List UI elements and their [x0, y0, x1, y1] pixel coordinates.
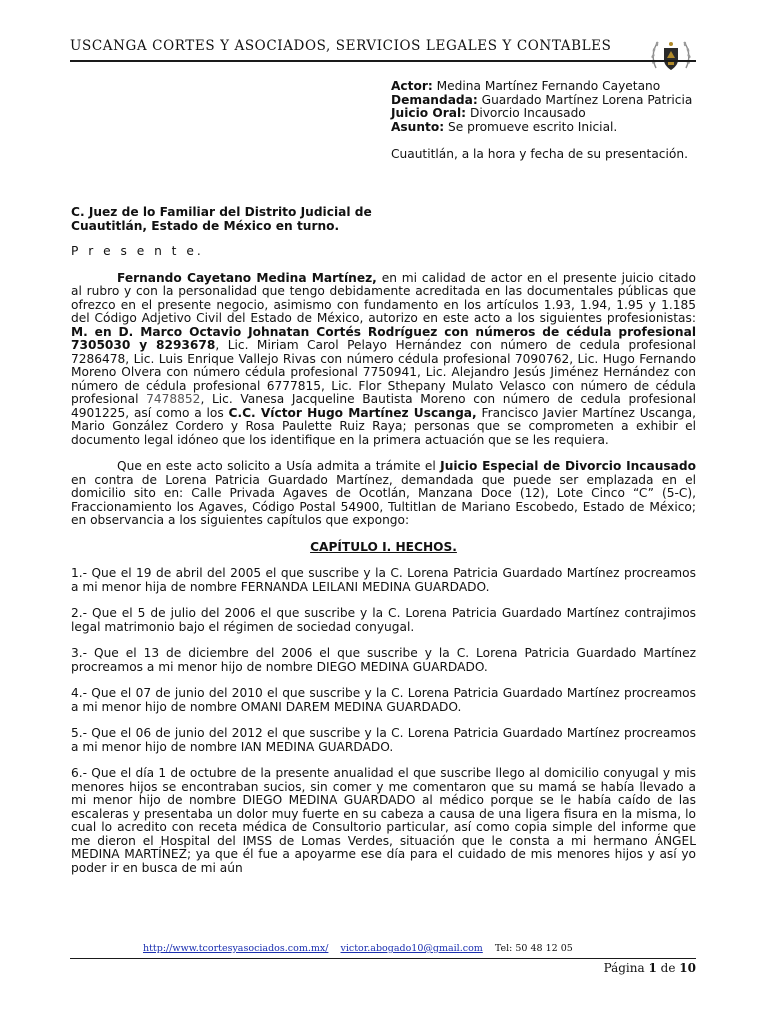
caption-asunto: [391, 121, 696, 135]
page-of: de: [660, 961, 676, 975]
caption-actor: [391, 80, 696, 94]
caption-juicio: [391, 107, 696, 121]
presente: P r e s e n t e.: [71, 244, 204, 258]
website-link[interactable]: http://www.tcortesyasociados.com.mx/: [143, 943, 329, 954]
juicio-value: Divorcio Incausado: [469, 106, 586, 120]
actor-value: Medina Martínez Fernando Cayetano: [436, 79, 661, 93]
p2-text-2: en contra de Lorena Patricia Guardado Martínez, demandada que puede ser emplazada en el domicilio sito en: Calle Privada Agaves de Ocotlán, Manzana Doce (12), Lote Cinco “C” (5-C), Fraccionamiento los Agaves, Código Postal 54900, Tultitlan de Mariano Escobedo, Estado de México; en observancia a los siguientes capítulos que expongo:: [71, 472, 696, 527]
juicio-label: Juicio Oral:: [391, 106, 467, 120]
page-total: 10: [679, 961, 696, 975]
p1-cedula-grey: 7478852: [146, 392, 201, 406]
fact-2: 2.- Que el 5 de julio del 2006 el que suscribe y la C. Lorena Patricia Guardado Martínez contrajimos legal matrimonio bajo el régimen de sociedad conyugal.: [71, 606, 696, 634]
asunto-label: Asunto:: [391, 119, 445, 134]
p1-text-3: , Lic. Vanesa Jacqueline Bautista Moreno con número de cedula profesional 4901225, así como a los: [71, 392, 696, 420]
page-current: 1: [648, 961, 657, 975]
asunto-value: Se promueve escrito Inicial.: [448, 119, 618, 134]
juicio-type: Juicio Especial de Divorcio Incausado: [440, 459, 697, 473]
header-divider: [70, 60, 696, 62]
authorized-cc: C.C. Víctor Hugo Martínez Uscanga,: [228, 405, 477, 420]
page-number: [604, 961, 696, 975]
p1-text-4: Francisco Javier Martínez Uscanga, Mario González Cordero y Rosa Paulette Ruiz Raya; personas que se comprometen a exhibir el documento legal idóneo que los identifique en la primera actuación que se les requiera.: [71, 405, 696, 447]
footer-contact: [143, 943, 623, 954]
fact-3: 3.- Que el 13 de diciembre del 2006 el que suscribe y la C. Lorena Patricia Guardado Martínez procreamos a mi menor hijo de nombre DIEGO MEDINA GUARDADO.: [71, 646, 696, 674]
fact-5: 5.- Que el 06 de junio del 2012 el que suscribe y la C. Lorena Patricia Guardado Martínez procreamos a mi menor hijo de nombre IAN MEDINA GUARDADO.: [71, 726, 696, 754]
lead-attorney: M. en D. Marco Octavio Johnatan Cortés Rodríguez con números de cédula profesional 7305030 y 8293678: [71, 324, 696, 352]
caption-demandada: [391, 94, 696, 108]
chapter-heading: CAPÍTULO I. HECHOS.: [310, 539, 457, 554]
demandada-label: Demandada:: [391, 92, 478, 107]
p1-text-2: , Lic. Miriam Carol Pelayo Hernández con número de cedula profesional 7286478, Lic. Luis Enrique Vallejo Rivas con número cédula profesional 7090762, Lic. Hugo Fernando Moreno Olvera con número cédula profesional 7750941, Lic. Alejandro Jesús Jiménez Hernández con número de cédula profesional 6777815, Lic. Flor Sthepany Mulato Velasco con número de cédula profesional: [71, 338, 697, 406]
case-caption: [391, 80, 696, 162]
p1-text-1: en mi calidad de actor en el presente juicio citado al rubro y con la personalidad que tengo debidamente acreditada en las documentales públicas que ofrezco en el presente negocio, asimismo con fundamento en los artículos 1.93, 1.94, 1.95 y 1.185 del Código Adjetivo Civil del Estado de México, autorizo en este acto a los siguientes profesionistas:: [71, 270, 696, 325]
letterhead-title: USCANGA CORTES Y ASOCIADOS, SERVICIOS LEGALES Y CONTABLES: [70, 38, 612, 54]
document-body: [71, 206, 696, 875]
fact-6: 6.- Que el día 1 de octubre de la presente anualidad el que suscribe llego al domicilio conyugal y mis menores hijos se encontraban sucios, sin comer y me comentaron que su mamá se había llevado a mi menor hijo de nombre DIEGO MEDINA GUARDADO al médico porque se le había caído de las escaleras y presentaba un dolor muy fuerte en su cabeza a causa de una ligera fisura en la misma, lo cual lo acredito con receta médica de Consultorio particular, así como copia simple del informe que me dieron el Hospital del IMSS de Lomas Verdes, situación que le consta a mi hermano ÁNGEL MEDINA MARTÍNEZ; ya que él fue a apoyarme ese día para el cuidado de mis menores hijos y así yo poder ir en busca de mi aún: [71, 766, 696, 875]
email-link[interactable]: victor.abogado10@gmail.com: [340, 943, 483, 954]
promovente-name: Fernando Cayetano Medina Martínez,: [117, 270, 377, 285]
actor-label: Actor:: [391, 79, 433, 93]
paragraph-authorization: [71, 272, 696, 448]
fact-1: 1.- Que el 19 de abril del 2005 el que suscribe y la C. Lorena Patricia Guardado Martínez procreamos a mi menor hija de nombre FERNANDA LEILANI MEDINA GUARDADO.: [71, 566, 696, 594]
fact-4: 4.- Que el 07 de junio del 2010 el que suscribe y la C. Lorena Patricia Guardado Martínez procreamos a mi menor hijo de nombre OMANI DAREM MEDINA GUARDADO.: [71, 686, 696, 714]
paragraph-request: [71, 460, 696, 528]
phone-number: Tel: 50 48 12 05: [494, 943, 573, 954]
demandada-value: Guardado Martínez Lorena Patricia: [481, 92, 693, 107]
place-date: Cuautitlán, a la hora y fecha de su presentación.: [391, 147, 688, 161]
p2-text-1: Que en este acto solicito a Usía admita a trámite el: [117, 459, 441, 473]
page-word: Página: [603, 961, 645, 975]
laurel-emblem-icon: [648, 34, 694, 78]
footer-divider: [70, 958, 696, 959]
addressee: C. Juez de lo Familiar del Distrito Judicial de Cuautitlán, Estado de México en turno.: [71, 205, 372, 233]
